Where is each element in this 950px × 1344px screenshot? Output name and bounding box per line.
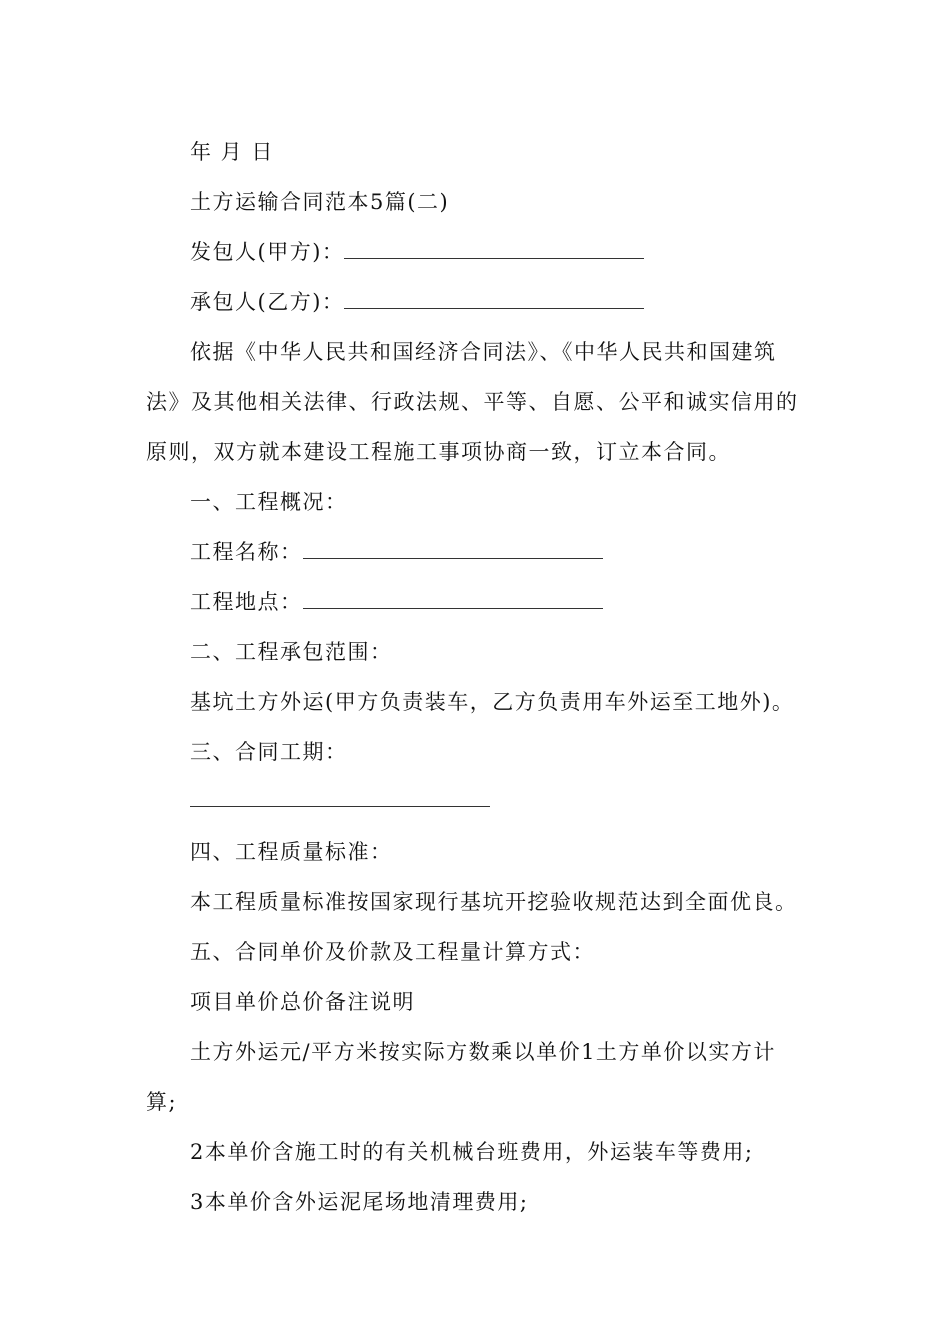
contract-period-blank	[190, 806, 490, 807]
intro-line-1: 依据《中华人民共和国经济合同法》、《中华人民共和国建筑	[190, 340, 777, 364]
section-5-heading: 五、合同单价及价款及工程量计算方式：	[190, 940, 595, 964]
party-a-row	[190, 240, 860, 264]
pricing-line-1-cont: 算;	[146, 1090, 178, 1114]
project-name-blank	[303, 540, 603, 559]
project-location-blank	[303, 590, 603, 609]
document-title: 土方运输合同范本5篇(二)	[190, 190, 450, 214]
intro-line-3: 原则，双方就本建设工程施工事项协商一致，订立本合同。	[146, 440, 731, 464]
date-line: 年 月 日	[190, 140, 274, 164]
project-location-row	[190, 590, 860, 614]
intro-line-2: 法》及其他相关法律、行政法规、平等、自愿、公平和诚实信用的	[146, 390, 799, 414]
pricing-line-3: 3本单价含外运泥尾场地清理费用;	[190, 1190, 529, 1214]
party-b-label: 承包人(乙方)：	[190, 290, 345, 314]
party-b-row	[190, 290, 860, 314]
project-location-label: 工程地点：	[190, 590, 303, 614]
party-a-blank	[344, 240, 644, 259]
section-2-heading: 二、工程承包范围：	[190, 640, 393, 664]
party-a-label: 发包人(甲方)：	[190, 240, 345, 264]
section-4-heading: 四、工程质量标准：	[190, 840, 393, 864]
section-3-heading: 三、合同工期：	[190, 740, 348, 764]
party-b-blank	[344, 290, 644, 309]
project-name-row	[190, 540, 860, 564]
project-name-label: 工程名称：	[190, 540, 303, 564]
pricing-line-1: 土方外运元/平方米按实际方数乘以单价1土方单价以实方计	[190, 1040, 776, 1064]
scope-text: 基坑土方外运(甲方负责装车，乙方负责用车外运至工地外)。	[190, 690, 795, 714]
section-1-heading: 一、工程概况：	[190, 490, 348, 514]
table-header-text: 项目单价总价备注说明	[190, 990, 415, 1014]
quality-text: 本工程质量标准按国家现行基坑开挖验收规范达到全面优良。	[190, 890, 798, 914]
pricing-line-2: 2本单价含施工时的有关机械台班费用，外运装车等费用;	[190, 1140, 754, 1164]
